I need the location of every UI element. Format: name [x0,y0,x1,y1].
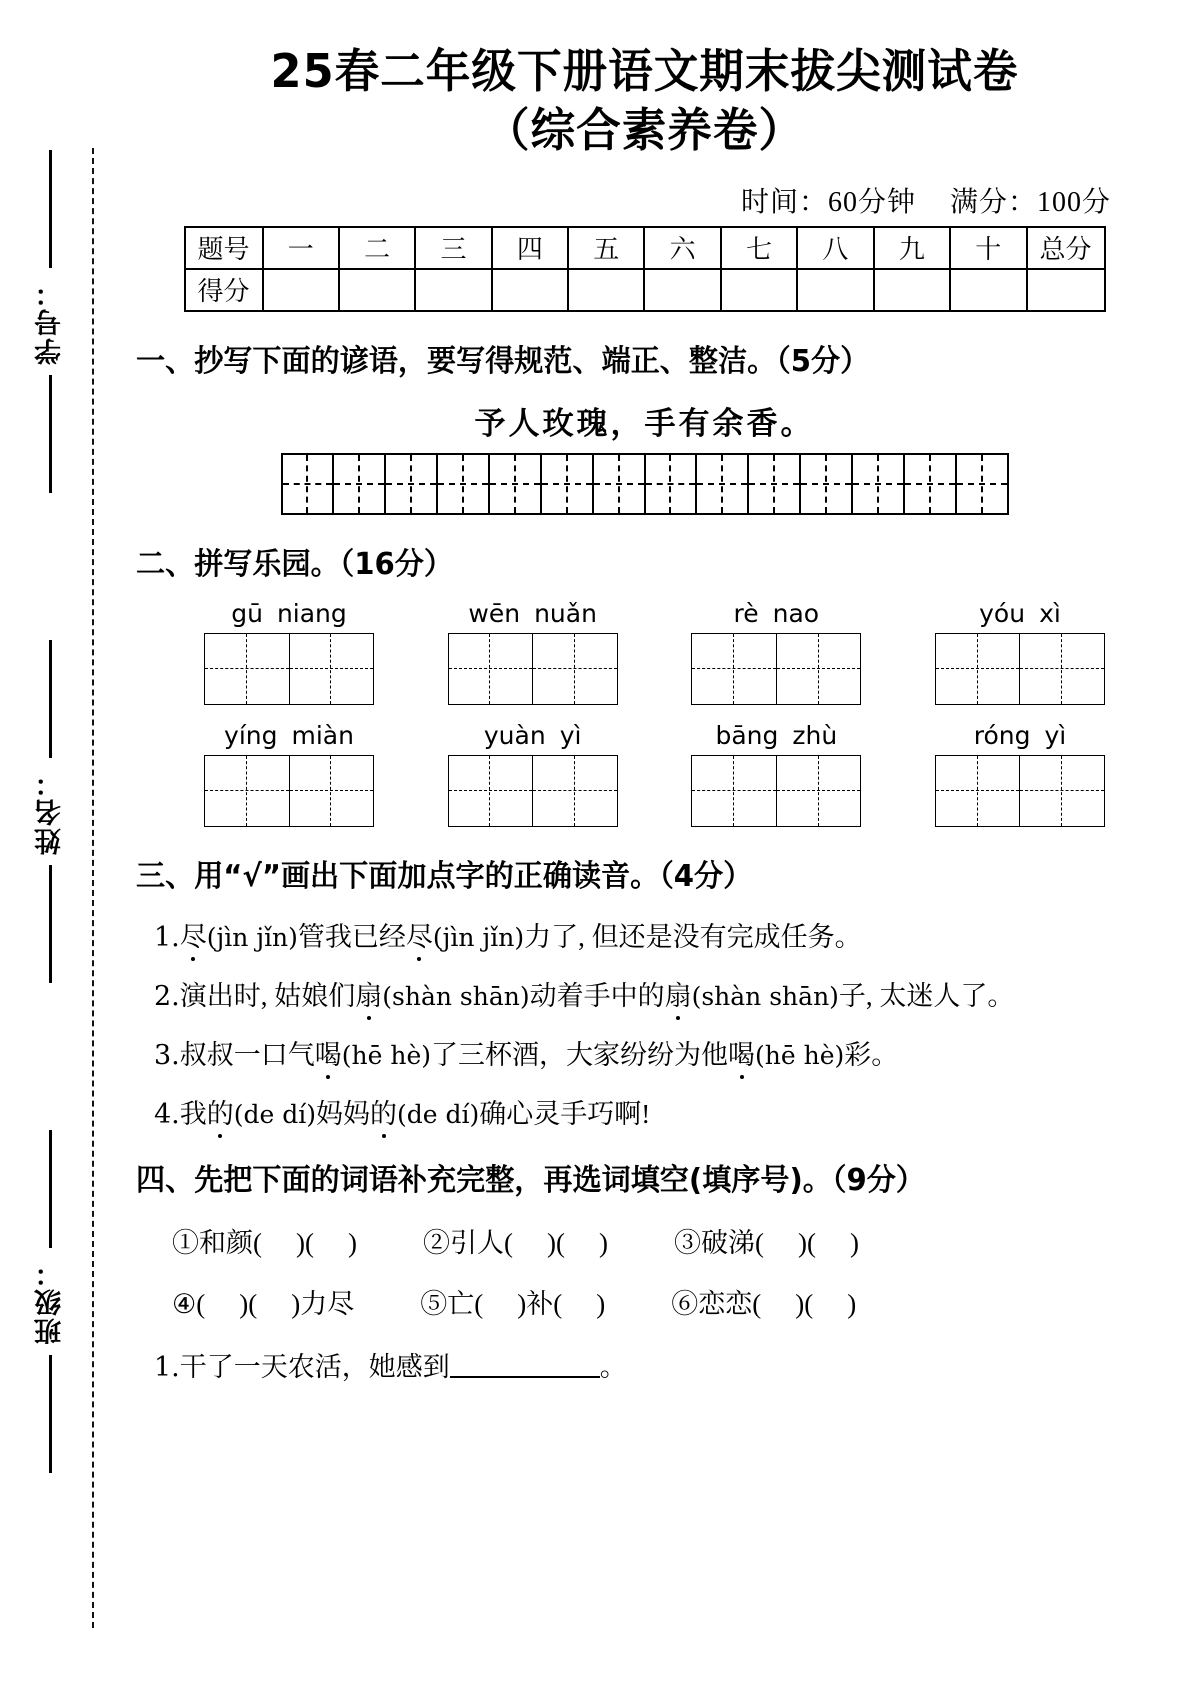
sidebar-label-student-id: 学号： [34,278,66,365]
dotted-character: 的 [207,1092,234,1131]
sealing-sidebar [0,0,100,1684]
score-table [184,226,1106,312]
score-input-10[interactable] [950,269,1026,311]
idiom-blank[interactable]: ( ) [474,1288,527,1319]
sidebar-field-class [0,1130,100,1473]
fill-in-item-1 [154,1345,1169,1384]
idiom-prefix: 引人 [450,1227,504,1258]
writing-cell[interactable] [749,455,801,513]
score-input-2[interactable] [339,269,415,311]
writing-cell[interactable] [936,634,1021,704]
pinyin-text [448,721,618,750]
writing-cell[interactable] [905,455,957,513]
answer-rule [49,640,52,758]
dotted-character: 扇 [355,974,382,1013]
question-line [154,1092,1169,1131]
writing-cell[interactable] [957,455,1007,513]
section-heading-2: 二、拼写乐园。（16分） [136,546,453,582]
dotted-character: 的 [370,1092,397,1131]
pinyin-answer-grid[interactable] [448,755,618,827]
writing-cell[interactable] [801,455,853,513]
writing-cell[interactable] [490,455,542,513]
question-text: 彩。 [844,1039,899,1070]
question-line [154,974,1169,1013]
idiom-prefix: 亡 [447,1288,475,1319]
score-input-6[interactable] [644,269,720,311]
writing-cell[interactable] [692,756,777,826]
pinyin-syllable-1: yóu [979,598,1026,628]
pinyin-syllable-2: niang [276,598,347,628]
score-input-4[interactable] [492,269,568,311]
fill-item-period: 。 [599,1351,627,1382]
writing-cell[interactable] [594,455,646,513]
answer-rule [49,150,52,268]
sidebar-field-name [0,640,100,983]
idiom-blank[interactable]: ( ) [755,1227,807,1258]
dotted-character: 喝 [728,1033,755,1072]
exam-paper [100,0,1191,1684]
pinyin-choice-group[interactable]: (jìn jǐn) [206,922,298,952]
score-col-6: 六 [644,227,720,269]
total-score-label: 满分：100分 [949,186,1111,218]
dotted-character: 扇 [665,974,692,1013]
pinyin-word-item [935,721,1105,827]
score-col-3: 三 [415,227,491,269]
score-table-row-label: 题号 [185,227,263,269]
pinyin-row-1 [204,599,1105,705]
idiom-item [172,1282,354,1321]
answer-rule [49,865,52,983]
dotted-character: 喝 [315,1033,342,1072]
idiom-marker: ② [423,1227,450,1258]
pinyin-row-2 [204,721,1105,827]
time-label: 时间：60分钟 [740,186,916,218]
dotted-character: 尽 [406,915,433,954]
writing-cell[interactable] [283,455,335,513]
answer-blank-line[interactable] [450,1376,600,1378]
writing-cell[interactable] [386,455,438,513]
writing-cell[interactable] [1020,634,1104,704]
writing-cell[interactable] [205,634,290,704]
score-input-9[interactable] [874,269,950,311]
pinyin-word-item [448,599,618,705]
pinyin-text [448,599,618,628]
writing-cell[interactable] [533,634,617,704]
pinyin-choice-group[interactable]: (shàn shān) [382,981,530,1011]
fill-item-number: 1. [154,1351,180,1383]
idiom-item [420,1282,605,1321]
table-row-question-numbers [185,227,1105,269]
section-heading-4: 四、先把下面的词语补充完整，再选词填空(填序号)。（9分） [136,1162,925,1198]
score-col-2: 二 [339,227,415,269]
idiom-item [671,1282,856,1321]
pinyin-syllable-1: bāng [715,720,779,750]
idiom-blank[interactable]: ( ) [553,1288,606,1319]
writing-cell[interactable] [449,634,534,704]
score-col-10: 十 [950,227,1026,269]
score-input-3[interactable] [415,269,491,311]
idiom-item [423,1221,608,1260]
pinyin-syllable-1: róng [973,720,1031,750]
sidebar-label-name: 姓名： [34,768,66,855]
question-number: 4. [154,1098,180,1130]
pinyin-text [691,721,861,750]
pinyin-syllable-1: rè [733,598,759,628]
pinyin-text [204,599,374,628]
pinyin-choice-group[interactable]: (hē hè) [341,1040,432,1070]
pinyin-choice-group[interactable]: (hē hè) [755,1040,845,1070]
idiom-prefix: 破涕 [701,1227,755,1258]
idiom-marker: ④ [172,1288,197,1319]
question-number: 1. [154,921,180,953]
idiom-row-1 [172,1221,1169,1260]
pinyin-answer-grid[interactable] [691,755,861,827]
pinyin-answer-grid[interactable] [448,633,618,705]
pinyin-syllable-2: xì [1039,598,1061,628]
score-col-7: 七 [721,227,797,269]
idiom-blank[interactable]: ( ) [804,1288,857,1319]
writing-cell[interactable] [1020,756,1104,826]
pinyin-text [691,599,861,628]
question-text: 叔叔一口气 [179,1039,315,1070]
idiom-blank[interactable]: ( ) [807,1227,859,1258]
idiom-blank[interactable]: ( ) [196,1288,249,1319]
pinyin-text [935,599,1105,628]
idiom-item [172,1221,357,1260]
idiom-marker: ③ [674,1227,701,1258]
idiom-blank[interactable]: ( ) [248,1288,301,1319]
writing-cell[interactable] [692,634,777,704]
pinyin-answer-grid[interactable] [204,633,374,705]
idiom-blank[interactable]: ( ) [305,1227,357,1258]
question-line [154,915,1169,954]
exam-meta [120,180,1111,220]
score-table-row-label-score: 得分 [185,269,263,311]
writing-cell[interactable] [449,756,534,826]
sidebar-field-student-id [0,150,100,493]
question-text: 妈妈 [316,1098,371,1129]
writing-cell[interactable] [697,455,749,513]
pinyin-choice-group[interactable]: (de dí) [233,1099,317,1129]
section-heading-3: 三、用“√”画出下面加点字的正确读音。（4分） [136,858,753,894]
pinyin-syllable-1: gū [231,598,263,628]
pinyin-syllable-2: yì [559,720,582,750]
pinyin-text [935,721,1105,750]
fill-item-text: 干了一天农活，她感到 [179,1351,450,1382]
score-col-1: 一 [263,227,339,269]
score-col-total: 总分 [1027,227,1105,269]
writing-cell[interactable] [542,455,594,513]
idiom-middle: 补 [526,1288,554,1319]
answer-rule [49,375,52,493]
pinyin-syllable-2: miàn [291,720,354,750]
answer-rule [49,1130,52,1248]
score-col-8: 八 [797,227,873,269]
score-col-4: 四 [492,227,568,269]
pinyin-syllable-1: wēn [468,598,521,628]
writing-cell[interactable] [777,756,861,826]
score-col-9: 九 [874,227,950,269]
score-input-total[interactable] [1027,269,1105,311]
writing-cell[interactable] [936,756,1021,826]
writing-cell[interactable] [646,455,698,513]
pinyin-word-item [691,599,861,705]
pinyin-word-item [935,599,1105,705]
idiom-marker: ⑤ [420,1288,448,1319]
pinyin-syllable-2: yì [1044,720,1067,750]
writing-cell[interactable] [777,634,861,704]
writing-cell[interactable] [853,455,905,513]
pinyin-syllable-1: yuàn [483,720,546,750]
writing-cell[interactable] [205,756,290,826]
idiom-blank[interactable]: ( ) [253,1227,305,1258]
score-col-5: 五 [568,227,644,269]
writing-cell[interactable] [438,455,490,513]
pinyin-choice-group[interactable]: (de dí) [397,1099,480,1129]
pinyin-word-item [691,721,861,827]
pinyin-answer-grid[interactable] [204,755,374,827]
section-heading-1: 一、抄写下面的谚语，要写得规范、端正、整洁。（5分） [136,343,870,379]
answer-rule [49,1355,52,1473]
writing-cell[interactable] [533,756,617,826]
question-text: 确心灵手巧啊! [479,1098,651,1129]
pinyin-syllable-2: zhù [792,720,838,750]
pinyin-answer-grid[interactable] [691,633,861,705]
writing-cell[interactable] [334,455,386,513]
score-input-8[interactable] [797,269,873,311]
question-line [154,1033,1169,1072]
question-text: 管我已经 [297,921,406,952]
dotted-character: 尽 [180,915,207,954]
idiom-suffix: 力尽 [300,1288,355,1319]
idiom-prefix: 和颜 [199,1227,253,1258]
section-3-items [120,915,1169,1131]
score-input-7[interactable] [721,269,797,311]
idiom-item [674,1221,859,1260]
pinyin-answer-grid[interactable] [935,633,1105,705]
pinyin-word-item [204,599,374,705]
writing-cell[interactable] [290,634,374,704]
question-number: 2. [154,980,180,1012]
idiom-blank[interactable]: ( ) [556,1227,608,1258]
page-title [120,42,1169,160]
score-input-5[interactable] [568,269,644,311]
question-number: 3. [154,1039,180,1071]
pinyin-answer-grid[interactable] [935,755,1105,827]
title-line-1: 25春二年级下册语文期末拔尖测试卷 [270,44,1019,98]
proverb-text: 予人玫瑰，手有余香。 [474,405,815,442]
question-text: 了三杯酒，大家纷纷为他 [431,1039,729,1070]
sidebar-label-class: 班级： [34,1258,66,1345]
pinyin-syllable-2: nao [772,598,820,628]
pinyin-syllable-1: yíng [224,720,278,750]
table-row-scores [185,269,1105,311]
question-text: 子, 太迷人了。 [838,980,1015,1011]
idiom-blank[interactable]: ( ) [504,1227,556,1258]
pinyin-choice-group[interactable]: (jìn jǐn) [432,922,525,952]
pinyin-syllable-2: nuǎn [534,598,597,628]
copy-writing-grid[interactable] [281,453,1009,515]
idiom-marker: ⑥ [671,1288,699,1319]
question-text: 动着手中的 [529,980,665,1011]
question-text: 演出时, 姑娘们 [179,980,356,1011]
pinyin-choice-group[interactable]: (shàn shān) [691,981,839,1011]
pinyin-word-item [448,721,618,827]
writing-cell[interactable] [290,756,374,826]
question-text: 我 [179,1098,207,1129]
idiom-prefix: 恋恋 [698,1288,753,1319]
score-input-1[interactable] [263,269,339,311]
title-line-2: （综合素养卷） [484,102,805,157]
pinyin-word-item [204,721,374,827]
pinyin-text [204,721,374,750]
idiom-blank[interactable]: ( ) [752,1288,805,1319]
idiom-row-2 [172,1282,1169,1321]
idiom-marker: ① [172,1227,199,1258]
question-text: 力了, 但还是没有完成任务。 [524,921,862,952]
